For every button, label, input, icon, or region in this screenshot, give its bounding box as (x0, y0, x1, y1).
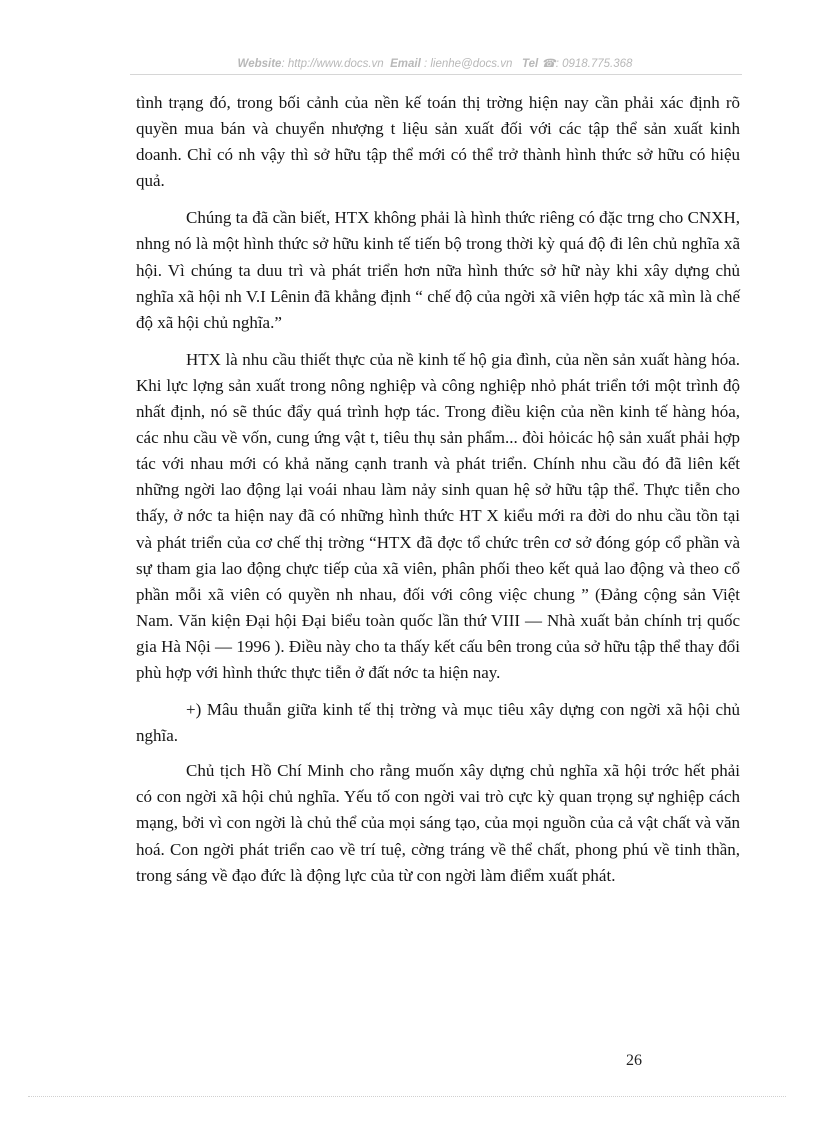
page-number: 26 (626, 1052, 642, 1069)
body-text (136, 90, 740, 889)
email-address[interactable]: : lienhe@docs.vn (420, 58, 513, 70)
paragraph-continued: tình trạng đó, trong bối cảnh của nền kế toán thị trờng hiện nay cần phải xác định rõ quyền mua bán và chuyển nhượng t liệu sản xuất đối với các tập thể sản xuất kinh doanh. Chỉ có nh vậy thì sở hữu tập thể mới có thể trở thành hình thức sở hữu có hiệu quả. (136, 93, 740, 191)
email-label: Email (390, 58, 421, 70)
website-label: Website (237, 58, 282, 70)
header-divider (130, 74, 742, 75)
tel-label: Tel (521, 58, 539, 70)
paragraph-ho-chi-minh: Chủ tịch Hồ Chí Minh cho rằng muốn xây dựng chủ nghĩa xã hội trớc hết phải có con ngời xã hội chủ nghĩa. Yếu tố con ngời vai trò cực kỳ quan trọng sự nghiệp cách mạng, bởi vì con ngời là chủ thể của mọi sáng tạo, của mọi nguồn của cả vật chất và văn hoá. Con ngời phát triển cao về trí tuệ, cờng tráng về thể chất, phong phú về tinh thần, trong sáng về đạo đức là động lực của từ con ngời làm điểm xuất phát. (136, 761, 740, 885)
page-header (130, 56, 740, 70)
footer-divider (28, 1096, 786, 1097)
website-url[interactable]: : http://www.docs.vn (281, 58, 384, 70)
phone-icon: ☎ (541, 58, 556, 70)
paragraph-htx-need: HTX là nhu cầu thiết thực của nề kinh tế hộ gia đình, của nền sản xuất hàng hóa. Khi lực lợng sản xuất trong nông nghiệp và công nghiệp nhỏ phát triển tới một trình độ nhất định, nó sẽ thúc đẩy quá trình hợp tác. Trong điều kiện của nền kinh tế hàng hóa, các nhu cầu về vốn, cung ứng vật t, tiêu thụ sản phẩm... đòi hỏicác hộ sản xuất phải hợp tác với nhau mới có khả năng cạnh tranh và phát triển. Chính nhu cầu đó đã liên kết những ngời lao động lại voái nhau làm nảy sinh quan hệ sở hữu tập thể. Thực tiễn cho thấy, ở nớc ta hiện nay đã có những hình thức HT X kiểu mới ra đời do nhu cầu tồn tại và phát triển của cơ chế thị trờng “HTX đã đợc tổ chức trên cơ sở đóng góp cổ phần và sự tham gia lao động chực tiếp của xã viên, phân phối theo kết quả lao động và theo cổ phần mỗi xã viên có quyền nh nhau, đối với công việc chung ” (Đảng cộng sản Việt Nam. Văn kiện Đại hội Đại biểu toàn quốc lần thứ VIII — Nhà xuất bản chính trị quốc gia Hà Nội — 1996 ). Điều này cho ta thấy kết cấu bên trong của sở hữu tập thể thay đổi phù hợp với hình thức thực tiễn ở đất nớc ta hiện nay. (136, 349, 740, 682)
paragraph-contradiction-heading: +) Mâu thuẫn giữa kinh tế thị trờng và mục tiêu xây dựng con ngời xã hội chủ nghĩa. (136, 700, 740, 746)
paragraph-htx-form: Chúng ta đã cần biết, HTX không phải là hình thức riêng có đặc trng cho CNXH, nhng nó là một hình thức sở hữu kinh tế tiến bộ trong thời kỳ quá độ đi lên chủ nghĩa xã hội. Vì chúng ta duu trì và phát triển hơn nữa hình thức sở hữ này khi xây dựng chủ nghĩa xã hội nh V.I Lênin đã khẳng định “ chế độ của ngời xã viên hợp tác xã mìn là chế độ xã hội chủ nghĩa.” (136, 208, 740, 332)
tel-number: : 0918.775.368 (555, 58, 633, 70)
